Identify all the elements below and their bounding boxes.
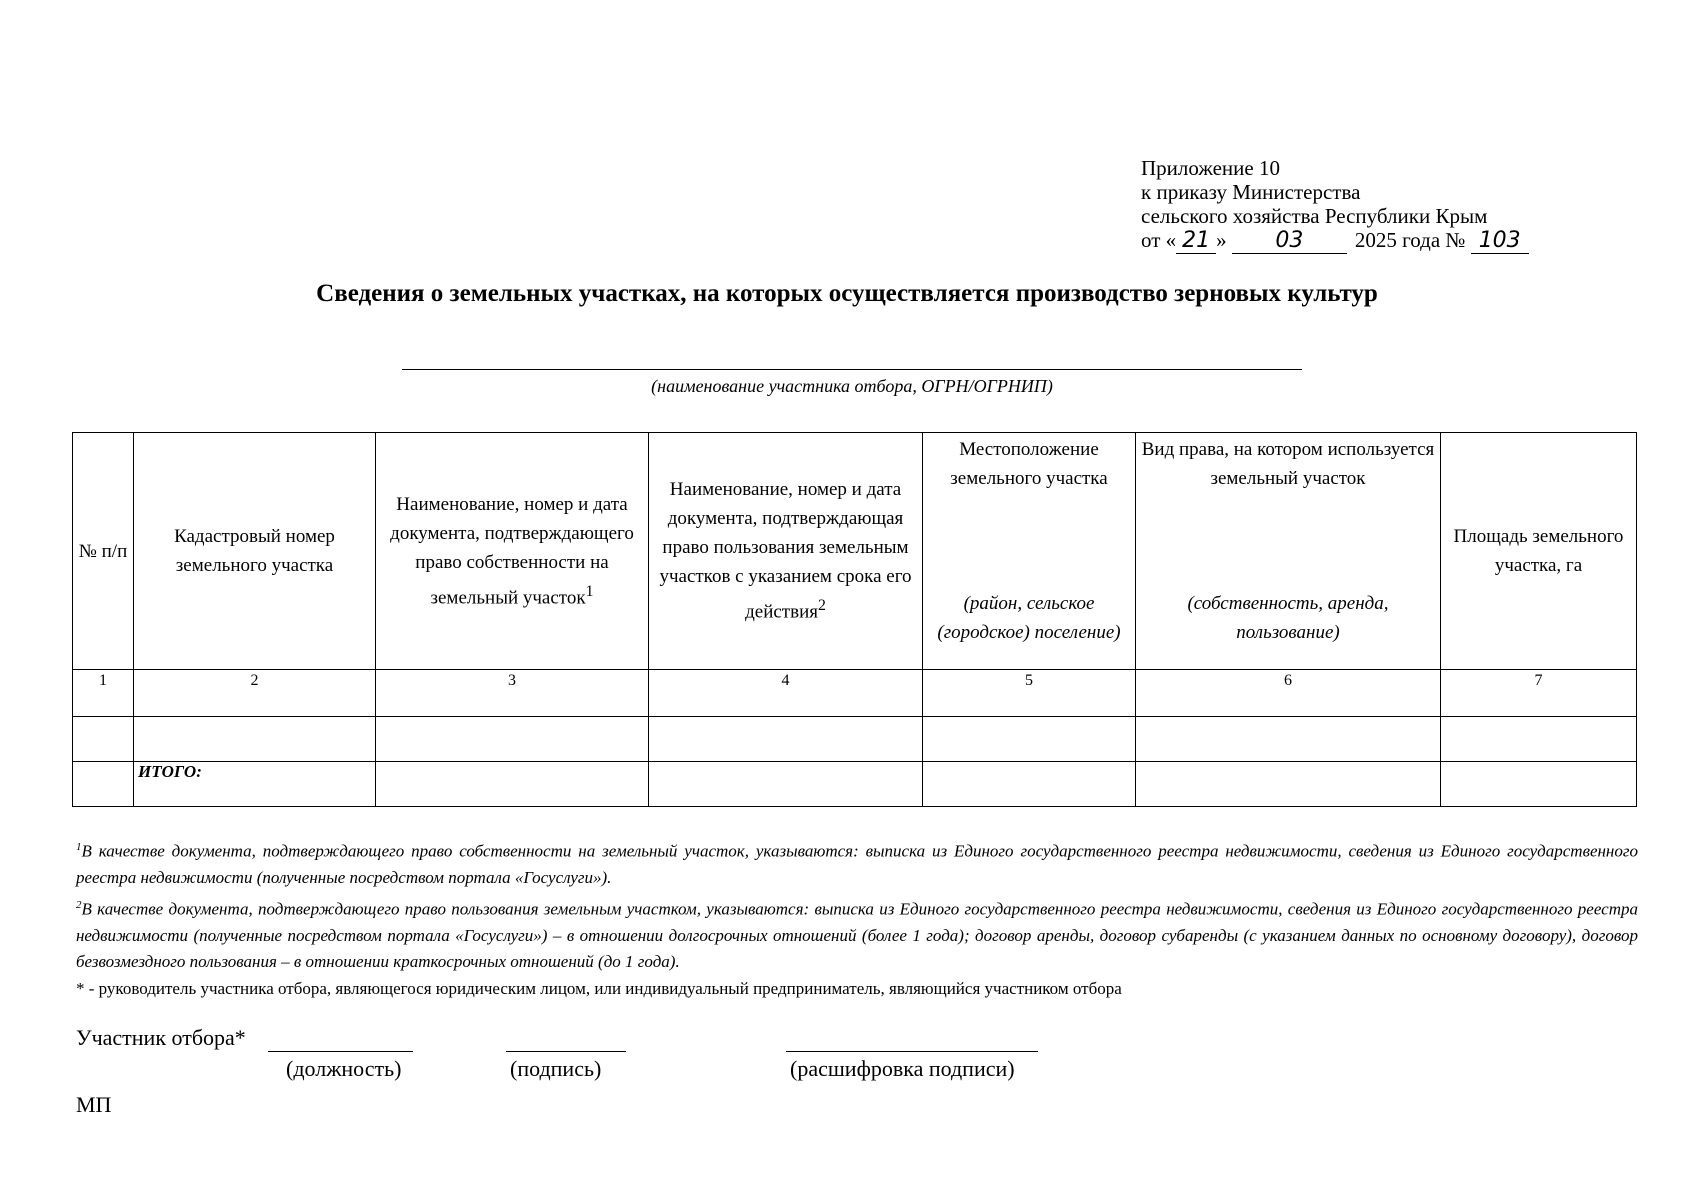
- header-use-doc: Наименование, номер и дата документа, подтверждающая право пользования земельным участков с указанием срока его действия$^2$: [649, 433, 923, 670]
- total-row: [73, 762, 1637, 807]
- handwritten-day: 21: [1176, 230, 1216, 254]
- table-cell[interactable]: [73, 717, 134, 762]
- table-cell: [73, 762, 134, 807]
- year-text: 2025 года №: [1354, 228, 1466, 252]
- appendix-number: Приложение 10: [1141, 156, 1280, 180]
- column-numbers-row: [73, 670, 1637, 717]
- header-number: № п/п: [73, 433, 134, 670]
- header-right-type: Вид права, на котором используется земельный участок (собственность, аренда, пользование): [1136, 433, 1441, 670]
- column-number: 6: [1136, 670, 1441, 717]
- appendix-header: [1141, 156, 1561, 254]
- table-cell[interactable]: [1136, 762, 1441, 807]
- page-title: Сведения о земельных участках, на которых осуществляется производство зерновых культур: [316, 280, 1378, 307]
- table-cell[interactable]: [376, 717, 649, 762]
- signature-caption: (подпись): [510, 1056, 602, 1081]
- total-area-cell[interactable]: [1441, 762, 1637, 807]
- column-number: 7: [1441, 670, 1637, 717]
- table-header-row: [73, 433, 1637, 670]
- table-cell[interactable]: [376, 762, 649, 807]
- handwritten-month: 03: [1232, 230, 1347, 254]
- participant-name-line[interactable]: [402, 369, 1302, 370]
- header-cadastral: Кадастровый номер земельного участка: [134, 433, 376, 670]
- participant-caption: (наименование участника отбора, ОГРН/ОГРНИП): [651, 376, 1053, 396]
- column-number: 5: [923, 670, 1136, 717]
- total-label: ИТОГО:: [134, 762, 376, 807]
- header-location: Местоположение земельного участка (район, сельское (городское) поселение): [923, 433, 1136, 670]
- header-area: Площадь земельного участка, га: [1441, 433, 1637, 670]
- column-number: 4: [649, 670, 923, 717]
- footnote-asterisk: * - руководитель участника отбора, являющегося юридическим лицом, или индивидуальный предприниматель, являющийся участником отбора: [76, 978, 1122, 998]
- appendix-ministry: сельского хозяйства Республики Крым: [1141, 204, 1488, 228]
- column-number: 2: [134, 670, 376, 717]
- table-cell[interactable]: [134, 717, 376, 762]
- table-cell[interactable]: [923, 762, 1136, 807]
- table-cell[interactable]: [1441, 717, 1637, 762]
- position-caption: (должность): [286, 1056, 402, 1081]
- handwritten-order-number: 103: [1471, 230, 1529, 254]
- appendix-order: к приказу Министерства: [1141, 180, 1361, 204]
- footnotes: [76, 834, 1638, 1002]
- column-number: 3: [376, 670, 649, 717]
- appendix-date-line: от « 21 » 03 2025 года № 103: [1141, 228, 1561, 254]
- stamp-place: МП: [76, 1092, 112, 1117]
- land-plots-table: [72, 432, 1637, 807]
- table-cell[interactable]: [1136, 717, 1441, 762]
- footnote-2: $^2$В качестве документа, подтверждающего право пользования земельным участком, указываются: выписка из Единого государственного реестра недвижимости, сведения из Единого государственного реестра недвижимости (полученные посредством портала «Госуслуги») – в отношении долгосрочных отношений (более 1 года); договор аренды, договор субаренды (с указанием данных по основному договору), договор безвозмездного пользования – в отношении краткосрочных отношений (до 1 года).: [76, 898, 1638, 972]
- footnote-1: $^1$В качестве документа, подтверждающего право собственности на земельный участок, указываются: выписка из Единого государственного реестра недвижимости, сведения из Единого государственного реестра недвижимости (полученные посредством портала «Госуслуги»).: [76, 841, 1638, 888]
- position-line[interactable]: [268, 1051, 413, 1052]
- header-ownership-doc: Наименование, номер и дата документа, подтверждающего право собственности на земельный участок$^1$: [376, 433, 649, 670]
- signature-decode-line[interactable]: [786, 1051, 1038, 1052]
- signature-label: Участник отбора*: [76, 1025, 246, 1050]
- table-row: [73, 717, 1637, 762]
- decode-caption: (расшифровка подписи): [790, 1056, 1015, 1081]
- table-cell[interactable]: [923, 717, 1136, 762]
- column-number: 1: [73, 670, 134, 717]
- table-cell[interactable]: [649, 717, 923, 762]
- signature-line[interactable]: [506, 1051, 626, 1052]
- table-cell[interactable]: [649, 762, 923, 807]
